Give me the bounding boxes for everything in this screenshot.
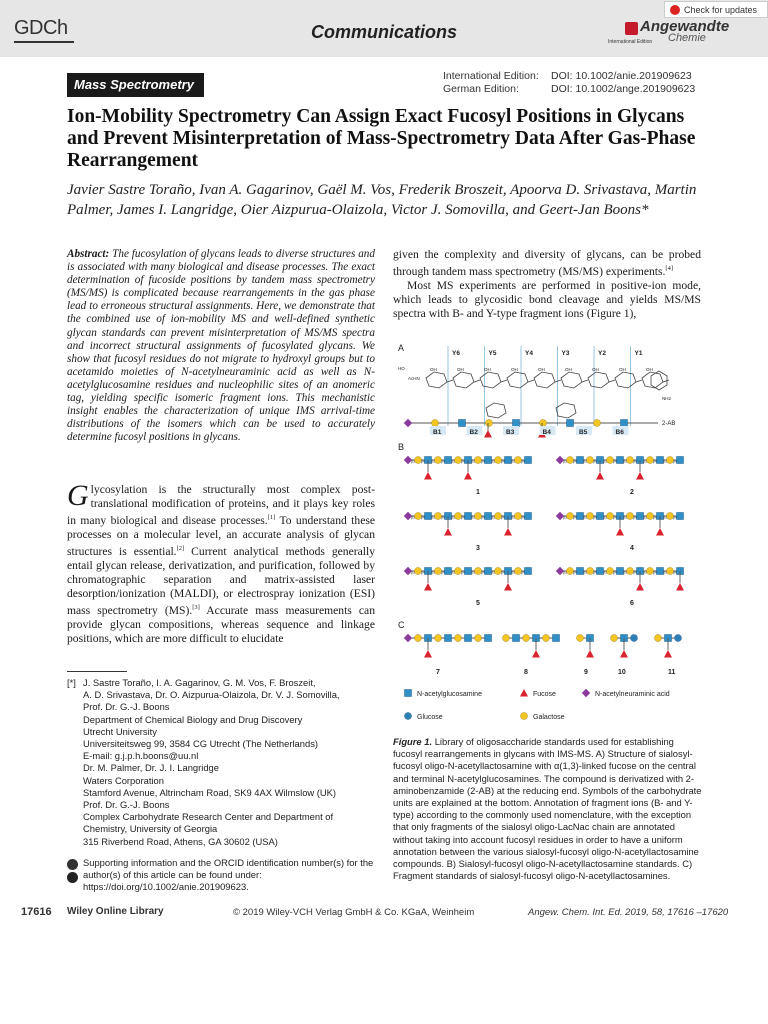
gdch-logo: GDCh bbox=[14, 17, 68, 39]
galactose-symbol bbox=[486, 420, 493, 427]
y-fragment-label: Y5 bbox=[488, 350, 497, 357]
compound-number: 7 bbox=[436, 669, 440, 676]
affil-line: Dr. M. Palmer, Dr. J. I. Langridge bbox=[83, 762, 219, 774]
orcid-icon bbox=[67, 872, 78, 883]
linkage-label: β3 bbox=[623, 459, 627, 464]
linkage-label: β4 bbox=[633, 459, 637, 464]
journal-logo-word: Angewandte bbox=[640, 18, 730, 35]
affil-line: 315 Riverbend Road, Athens, GA 30602 (USA) bbox=[83, 835, 278, 847]
linkage-label: β3 bbox=[563, 515, 567, 520]
sugar-ring-drawing bbox=[615, 372, 636, 388]
neu5ac-symbol bbox=[404, 419, 412, 427]
glcnac-symbol bbox=[485, 635, 492, 642]
linkage-label: β3 bbox=[511, 515, 515, 520]
glcnac-symbol bbox=[677, 513, 684, 520]
article-authors: Javier Sastre Toraño, Ivan A. Gagarinov, Gaël M. Vos, Frederik Broszeit, Apoorva D. Srivastava, Martin Palmer, James I. Langridge, Oier Aizpurua-Olaizola, Victor J. Somovilla, and Geert-Jan Boons* bbox=[67, 182, 697, 218]
linkage-label: β3 bbox=[623, 570, 627, 575]
glcnac-symbol bbox=[513, 635, 520, 642]
affil-line: Stamford Avenue, Altrincham Road, SK9 4AX Wilmslow (UK) bbox=[83, 786, 337, 798]
linkage-label: β3 bbox=[431, 459, 435, 464]
ring-link bbox=[501, 380, 507, 382]
galactose-symbol bbox=[577, 635, 584, 642]
linkage-label: β3 bbox=[491, 459, 495, 464]
linkage-label: β4 bbox=[461, 459, 465, 464]
fucose-symbol bbox=[596, 472, 604, 480]
panel-label-c: C bbox=[398, 620, 405, 630]
affil-email-link[interactable]: E-mail: g.j.p.h.boons@uu.nl bbox=[83, 750, 199, 762]
linkage-label: β3 bbox=[603, 570, 607, 575]
affil-line: J. Sastre Toraño, I. A. Gagarinov, G. M. Vos, F. Broszeit, bbox=[83, 677, 316, 688]
linkage-label: β4 bbox=[593, 515, 597, 520]
fucose-ring-drawing bbox=[486, 403, 506, 418]
doi-block bbox=[443, 70, 695, 96]
galactose-symbol bbox=[655, 635, 662, 642]
chem-label: OH bbox=[646, 367, 653, 372]
affil-line: Waters Corporation bbox=[83, 774, 164, 786]
linkage-label: β4 bbox=[421, 515, 425, 520]
fucose-symbol bbox=[664, 650, 672, 658]
chem-label: OH bbox=[511, 367, 518, 372]
galactose-symbol bbox=[503, 635, 510, 642]
panel-label-b: B bbox=[398, 442, 405, 452]
ref-link-2[interactable]: [2] bbox=[176, 544, 185, 552]
doi-intl-label: International Edition: bbox=[443, 70, 539, 82]
figure-1 bbox=[396, 338, 706, 733]
linkage-label: β3 bbox=[511, 570, 515, 575]
linkage-label: β4 bbox=[573, 459, 577, 464]
chem-label: OH bbox=[430, 367, 437, 372]
linkage-label: β3 bbox=[563, 570, 567, 575]
linkage-label: β4 bbox=[633, 570, 637, 575]
ref-link-4[interactable]: [4] bbox=[665, 265, 674, 272]
galactose-symbol bbox=[435, 635, 442, 642]
linkage-label: β3 bbox=[411, 459, 415, 464]
glcnac-symbol bbox=[677, 457, 684, 464]
linkage-label: β4 bbox=[501, 570, 505, 575]
fucose-ring-drawing bbox=[556, 403, 576, 418]
sugar-ring-drawing bbox=[534, 372, 555, 388]
linkage-label: β4 bbox=[653, 515, 657, 520]
sugar-ring-drawing bbox=[426, 372, 447, 388]
linkage-label: β3 bbox=[623, 515, 627, 520]
affiliations bbox=[67, 677, 375, 848]
linkage-label: β4 bbox=[653, 570, 657, 575]
affil-line: Department of Chemical Biology and Drug Discovery bbox=[83, 713, 303, 725]
glcnac-symbol bbox=[445, 635, 452, 642]
linkage-label: β4 bbox=[673, 515, 677, 520]
chem-label: OH bbox=[565, 367, 572, 372]
page-footer bbox=[0, 906, 768, 922]
legend-glcnac: N-acetylglucosamine bbox=[417, 691, 482, 698]
linkage-label: β3 bbox=[603, 515, 607, 520]
check-updates-label: Check for updates bbox=[684, 5, 758, 15]
linkage-label: β4 bbox=[593, 459, 597, 464]
glcnac-symbol bbox=[405, 690, 412, 697]
chem-label: OH bbox=[538, 367, 545, 372]
compound-number: 11 bbox=[668, 669, 676, 676]
supporting-info-icon bbox=[67, 859, 78, 870]
linkage-label: β4 bbox=[613, 459, 617, 464]
fucose-symbol bbox=[504, 528, 512, 536]
galactose-symbol bbox=[543, 635, 550, 642]
fucose-symbol bbox=[504, 583, 512, 591]
linkage-label: β4 bbox=[421, 570, 425, 575]
linkage-label: β4 bbox=[521, 570, 525, 575]
glucose-symbol bbox=[405, 713, 412, 720]
fucose-symbol bbox=[636, 583, 644, 591]
compound-number: 1 bbox=[476, 489, 480, 496]
page-header bbox=[0, 0, 768, 57]
abstract-text: The fucosylation of glycans leads to diverse structures and is associated with many biological and disease processes. The exact determination of fucoside positions by tandem mass spectrometry (MS/MS) is complicated because rearrangements in the gas phase lead to erroneous structural assignments. Here, we demonstrate that the combined use of ion-mobility MS and well-defined synthetic glycan standards can prevent misinterpretation of MS/MS spectra and incorrect structural assignments of fucosylated glycans. We show that fucosyl residues do not migrate to hydroxyl groups but to acetamido moieties of N-acetylneuraminic acid as well as N-acetylglucosamine residues and nucleophilic sites of an anomeric tag, yielding specific isomeric fragment ions. This mechanistic insight enables the characterization of unique IMS arrival-time distributions of the isomers which can be used to accurately determine fucosyl positions in glycans. bbox=[67, 248, 375, 444]
fucose-symbol bbox=[636, 472, 644, 480]
intro-text-3: Current analytical methods generally entail glycan release, derivatization, and purification, followed by chromatographic separation and matrix-assisted laser desorption/ionization (MALDI), or electrospray ionization (ESI) mass spectrometry (MS). bbox=[67, 544, 375, 617]
linkage-label: β4 bbox=[521, 515, 525, 520]
linkage-label: β4 bbox=[573, 515, 577, 520]
linkage-label: β3 bbox=[663, 515, 667, 520]
linkage-label: β4 bbox=[573, 570, 577, 575]
fucose-symbol bbox=[424, 583, 432, 591]
b-fragment-label: B6 bbox=[615, 429, 624, 436]
right-column-text bbox=[393, 248, 701, 321]
fucose-symbol bbox=[484, 430, 492, 438]
caption-text: Library of oligosaccharide standards used for establishing fucosyl rearrangements in glycans with IMS-MS. A) Structure of sialosyl-fucosyl oligo-N-acetyllactosamine with α(1,3)-linked fucose on the central and terminal N-acetylglucosamines. The compound is derivatized with 2-aminobenzamide (2-AB) at the reducing end. Symbols of the carbohydrate units are explained at the bottom. Annotation of fragment ions (B- and Y-type) according to the commonly used nomenclature, with the exception that only fragments of the sialosyl oligo-LacNac chain are annotated without taking into account fucosyl residues in order to have a uniform annotation between the various sialosyl-fucosyl oligo-N-acetyllactosamine compounds. B) Sialosyl-fucosyl oligo-N-acetyllactosamine standards. C) Fragment standards of sialosyl-fucosyl oligo-N-acetyllactosamines. bbox=[393, 736, 702, 882]
glcnac-symbol bbox=[525, 513, 532, 520]
galactose-symbol bbox=[432, 420, 439, 427]
y-fragment-label: Y2 bbox=[598, 350, 606, 357]
legend-neu5ac: N-acetylneuraminic acid bbox=[595, 691, 670, 698]
linkage-label: β4 bbox=[613, 515, 617, 520]
galactose-symbol bbox=[475, 635, 482, 642]
linkage-label: β4 bbox=[653, 459, 657, 464]
y-fragment-label: Y1 bbox=[634, 350, 643, 357]
linkage-label: β3 bbox=[411, 515, 415, 520]
fucose-symbol bbox=[464, 472, 472, 480]
compound-number: 6 bbox=[630, 600, 634, 607]
ring-link bbox=[609, 380, 615, 382]
linkage-label: β3 bbox=[643, 570, 647, 575]
page-number: 17616 bbox=[21, 906, 52, 918]
linkage-label: β3 bbox=[451, 459, 455, 464]
citation: Angew. Chem. Int. Ed. 2019, 58, 17616 –17620 bbox=[528, 907, 729, 918]
linkage-label: β3 bbox=[491, 515, 495, 520]
figure-caption bbox=[393, 736, 703, 882]
glcnac-symbol bbox=[513, 420, 520, 427]
supporting-info-text[interactable]: Supporting information and the ORCID identification number(s) for the author(s) of this article can be found under: https://doi.org/10.1002/anie.201909623. bbox=[83, 857, 374, 893]
sugar-ring-drawing bbox=[561, 372, 582, 388]
linkage-label: β4 bbox=[481, 459, 485, 464]
compound-number: 2 bbox=[630, 489, 634, 496]
linkage-label: β4 bbox=[481, 570, 485, 575]
linkage-label: β4 bbox=[521, 459, 525, 464]
b-fragment-label: B2 bbox=[469, 429, 478, 436]
glcnac-symbol bbox=[459, 420, 466, 427]
check-for-updates-button[interactable] bbox=[664, 1, 768, 18]
linkage-label: β4 bbox=[441, 515, 445, 520]
linkage-label: β3 bbox=[471, 459, 475, 464]
doi-intl-link[interactable]: DOI: 10.1002/anie.201909623 bbox=[551, 70, 692, 82]
fucose-symbol bbox=[676, 583, 684, 591]
affil-line: Chemistry, University of Georgia bbox=[83, 823, 218, 835]
ring-link bbox=[663, 380, 669, 382]
linkage-label: β3 bbox=[411, 570, 415, 575]
intro-text-2: To understand these processes on a molecular level, an accurate analysis of glycan structures is essential. bbox=[67, 513, 375, 558]
glcnac-symbol bbox=[567, 420, 574, 427]
category-tag: Mass Spectrometry bbox=[67, 73, 204, 97]
b-fragment-label: B3 bbox=[506, 429, 515, 436]
linkage-label: β3 bbox=[563, 459, 567, 464]
linkage-label: β3 bbox=[431, 570, 435, 575]
affil-mark: [*] bbox=[67, 677, 76, 688]
ref-link-1[interactable]: [1] bbox=[267, 514, 276, 521]
b-fragment-label: B1 bbox=[433, 429, 442, 436]
compound-number: 3 bbox=[476, 545, 480, 552]
affil-line: Complex Carbohydrate Research Center and Department of bbox=[83, 811, 334, 823]
linkage-label: β4 bbox=[501, 515, 505, 520]
section-title: Communications bbox=[310, 22, 457, 42]
linkage-label: β4 bbox=[633, 515, 637, 520]
doi-german-label: German Edition: bbox=[443, 83, 519, 95]
linkage-label: β3 bbox=[583, 570, 587, 575]
linkage-label: β3 bbox=[511, 459, 515, 464]
linkage-label: β4 bbox=[461, 515, 465, 520]
linkage-label: β3 bbox=[643, 515, 647, 520]
fucose-symbol bbox=[424, 650, 432, 658]
fucose-symbol bbox=[424, 472, 432, 480]
galactose-symbol bbox=[521, 713, 528, 720]
abstract-label: Abstract: bbox=[67, 248, 110, 260]
chem-label: OH bbox=[619, 367, 626, 372]
chem-label: OH bbox=[592, 367, 599, 372]
sugar-ring-drawing bbox=[453, 372, 474, 388]
glcnac-symbol bbox=[525, 568, 532, 575]
linkage-label: β3 bbox=[663, 570, 667, 575]
glcnac-symbol bbox=[553, 635, 560, 642]
chem-label: OH bbox=[457, 367, 464, 372]
linkage-label: β4 bbox=[441, 570, 445, 575]
legend-glucose: Glucose bbox=[417, 714, 443, 721]
ring-link bbox=[582, 380, 588, 382]
linkage-label: β3 bbox=[583, 515, 587, 520]
ring-link bbox=[528, 380, 534, 382]
glcnac-symbol bbox=[621, 420, 628, 427]
neu5ac-symbol bbox=[404, 634, 412, 642]
affil-line: Prof. Dr. G.-J. Boons bbox=[83, 701, 170, 713]
b-fragment-label: B5 bbox=[579, 429, 588, 436]
right-text-1: given the complexity and diversity of glycans, can be probed through tandem mass spectrometry (MS/MS) experiments. bbox=[393, 248, 701, 278]
linkage-label: β3 bbox=[431, 515, 435, 520]
copyright: © 2019 Wiley-VCH Verlag GmbH & Co. KGaA, Weinheim bbox=[233, 907, 475, 918]
linkage-label: β4 bbox=[673, 459, 677, 464]
fucose-symbol bbox=[616, 528, 624, 536]
drop-cap: G bbox=[67, 479, 89, 512]
linkage-label: β4 bbox=[481, 515, 485, 520]
journal-logo-icon bbox=[625, 22, 638, 35]
galactose-symbol bbox=[415, 635, 422, 642]
affil-line: Universiteitsweg 99, 3584 CG Utrecht (The Netherlands) bbox=[83, 738, 318, 750]
linkage-label: β4 bbox=[593, 570, 597, 575]
doi-german-link[interactable]: DOI: 10.1002/ange.201909623 bbox=[551, 83, 696, 95]
linkage-label: β4 bbox=[421, 459, 425, 464]
fucose-symbol bbox=[620, 650, 628, 658]
fucose-symbol bbox=[520, 689, 528, 697]
linkage-label: β3 bbox=[451, 570, 455, 575]
linkage-label: β3 bbox=[491, 570, 495, 575]
glcnac-symbol bbox=[465, 635, 472, 642]
article-title: Ion-Mobility Spectrometry Can Assign Exact Fucosyl Positions in Glycans and Prevent Misinterpretation of Mass-Spectrometry Data After Gas-Phase Rearrangement bbox=[67, 106, 696, 171]
chem-label: NH2 bbox=[662, 396, 672, 401]
y-fragment-label: Y3 bbox=[561, 350, 570, 357]
caption-label: Figure 1. bbox=[393, 736, 433, 747]
linkage-label: β4 bbox=[673, 570, 677, 575]
panel-label-a: A bbox=[398, 343, 405, 353]
check-updates-icon bbox=[670, 5, 680, 15]
sugar-ring-drawing bbox=[588, 372, 609, 388]
intro-paragraph bbox=[67, 479, 375, 646]
chem-label: AcHN bbox=[408, 376, 420, 381]
fucose-symbol bbox=[532, 650, 540, 658]
affil-line: Utrecht University bbox=[83, 725, 157, 737]
y-fragment-label: Y4 bbox=[525, 350, 533, 357]
fucose-symbol bbox=[656, 528, 664, 536]
linkage-label: β3 bbox=[451, 515, 455, 520]
right-text-2: Most MS experiments are performed in positive-ion mode, which leads to glycosidic bond cleavage and yields MS/MS spectra with B- and Y-type fragment ions (Figure 1), bbox=[393, 278, 701, 320]
y-fragment-label: Y6 bbox=[452, 350, 460, 357]
ref-link-3[interactable]: [3] bbox=[192, 603, 200, 611]
linkage-label: β3 bbox=[471, 515, 475, 520]
linkage-label: β4 bbox=[461, 570, 465, 575]
linkage-label: β4 bbox=[613, 570, 617, 575]
fucose-symbol bbox=[586, 650, 594, 658]
linkage-label: β4 bbox=[501, 459, 505, 464]
linkage-label: β3 bbox=[603, 459, 607, 464]
chem-label: HO bbox=[398, 366, 405, 371]
linkage-label: β3 bbox=[663, 459, 667, 464]
journal-logo-edition: International Edition bbox=[608, 39, 653, 45]
fucose-symbol bbox=[444, 528, 452, 536]
glcnac-symbol bbox=[525, 457, 532, 464]
compound-number: 9 bbox=[584, 669, 588, 676]
wiley-library-link[interactable]: Wiley Online Library bbox=[67, 906, 164, 917]
abstract bbox=[67, 248, 375, 444]
galactose-symbol bbox=[540, 420, 547, 427]
ring-link bbox=[474, 380, 480, 382]
footnote-divider bbox=[67, 671, 127, 672]
compound-number: 8 bbox=[524, 669, 528, 676]
galactose-symbol bbox=[611, 635, 618, 642]
tag-label: 2-AB bbox=[662, 421, 676, 427]
affil-line: Prof. Dr. G.-J. Boons bbox=[83, 799, 170, 811]
sugar-ring-drawing bbox=[507, 372, 528, 388]
compound-number: 4 bbox=[630, 545, 634, 552]
linkage-label: β4 bbox=[441, 459, 445, 464]
journal-logo-chemie: Chemie bbox=[668, 32, 706, 44]
galactose-symbol bbox=[594, 420, 601, 427]
linkage-label: β3 bbox=[471, 570, 475, 575]
glucose-symbol bbox=[631, 635, 638, 642]
ring-link bbox=[636, 380, 642, 382]
legend-fucose: Fucose bbox=[533, 691, 556, 698]
neu5ac-symbol bbox=[582, 689, 590, 697]
affil-line: A. D. Srivastava, Dr. O. Aizpurua-Olaizola, Dr. V. J. Somovilla, bbox=[83, 689, 340, 701]
glucose-symbol bbox=[675, 635, 682, 642]
galactose-symbol bbox=[455, 635, 462, 642]
compound-number: 10 bbox=[618, 669, 626, 676]
sugar-ring-drawing bbox=[480, 372, 501, 388]
legend-galactose: Galactose bbox=[533, 714, 565, 721]
b-fragment-label: B4 bbox=[542, 429, 551, 436]
linkage-label: β3 bbox=[583, 459, 587, 464]
intro-text-1: lycosylation is the structurally most complex post-translational modification of proteins, and it plays key roles in many biological and disease processes. bbox=[67, 483, 375, 527]
chem-label: OH bbox=[484, 367, 491, 372]
compound-number: 5 bbox=[476, 600, 480, 607]
ring-link bbox=[555, 380, 561, 382]
linkage-label: β3 bbox=[643, 459, 647, 464]
galactose-symbol bbox=[523, 635, 530, 642]
intro-text-4: Accurate mass measurements can provide glycan compositions, whereas sequence and linkage positions, which are more difficult to elucidate bbox=[67, 603, 375, 645]
